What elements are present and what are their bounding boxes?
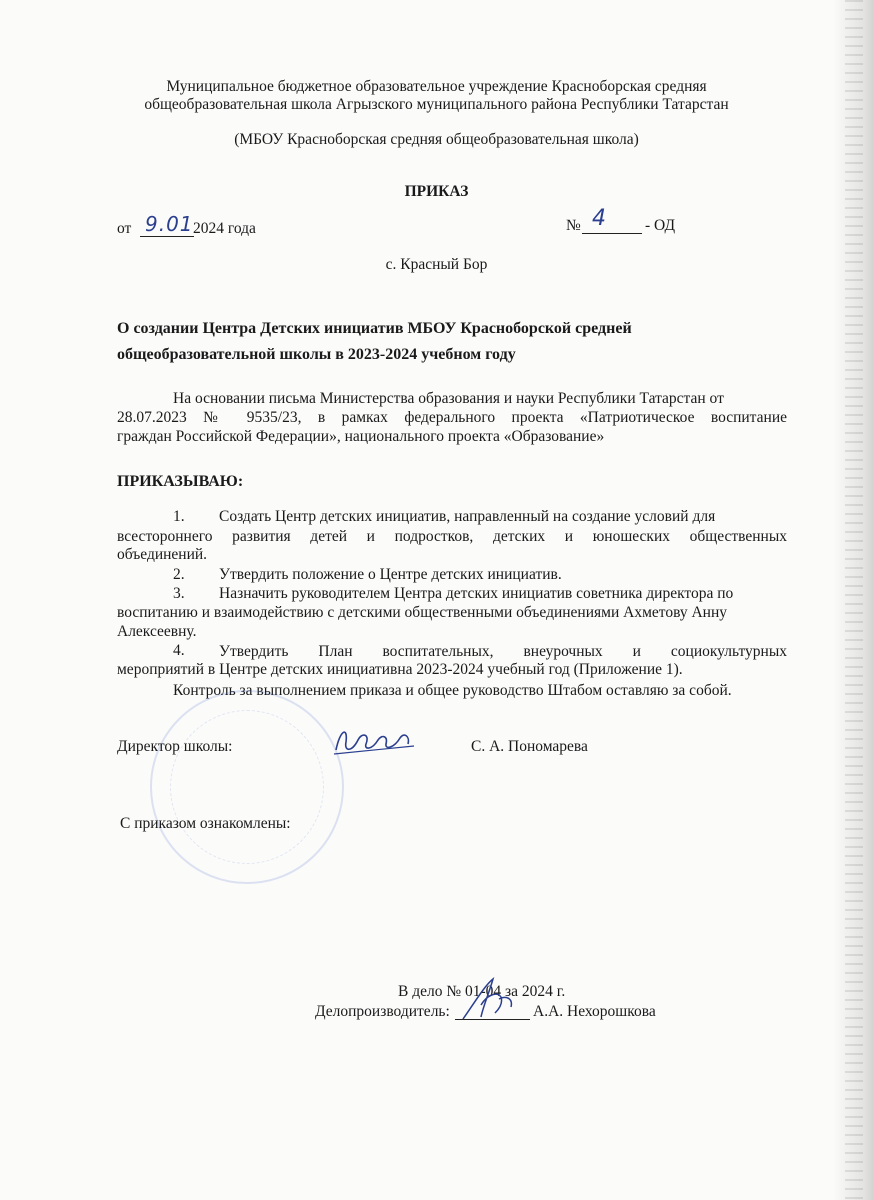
clerk-label: Делопроизводитель: xyxy=(315,1003,450,1020)
item-2-number: 2. xyxy=(173,566,185,583)
acquainted-label: С приказом ознакомлены: xyxy=(120,815,291,832)
item-3-line-2: воспитанию и взаимодействию с детскими общественными объединениями Ахметову Анну xyxy=(117,604,728,621)
item-3-number: 3. xyxy=(173,585,185,602)
scan-noise-edge xyxy=(845,0,863,1200)
date-handwritten: 9.01 xyxy=(145,212,194,236)
number-prefix: № xyxy=(566,217,581,234)
item-1-line-1: Создать Центр детских инициатив, направленный на создание условий для xyxy=(219,508,716,525)
date-suffix: 2024 года xyxy=(193,220,256,237)
date-prefix: от xyxy=(117,220,132,237)
item-3-line-1: Назначить руководителем Центра детских инициатив советника директора по xyxy=(219,585,734,602)
item-1-line-3: объединений. xyxy=(117,546,208,563)
clerk-name: А.А. Нехорошкова xyxy=(533,1003,656,1020)
item-4-line-1: Утвердить План воспитательных, внеурочных и социокультурных xyxy=(219,643,787,660)
place: с. Красный Бор xyxy=(385,256,488,273)
item-4-line-2: мероприятий в Центре детских инициативна 2023-2024 учебный год (Приложение 1). xyxy=(117,661,683,678)
basis-line-1: На основании письма Министерства образования и науки Республики Татарстан от xyxy=(173,390,724,407)
item-4-number: 4. xyxy=(173,642,185,659)
item-2-line-1: Утвердить положение о Центре детских инициатив. xyxy=(219,566,562,583)
number-handwritten: 4 xyxy=(592,206,607,231)
number-underline xyxy=(582,233,642,234)
number-suffix: - ОД xyxy=(645,217,676,234)
clerk-signature xyxy=(455,975,525,1025)
org-name-line-2: общеобразовательная школа Агрызского муниципального района Республики Татарстан xyxy=(144,96,729,113)
director-name: С. А. Пономарева xyxy=(471,738,588,755)
org-name-line-1: Муниципальное бюджетное образовательное учреждение Красноборская средняя xyxy=(166,78,707,95)
item-1-number: 1. xyxy=(173,508,185,525)
item-3-line-3: Алексеевну. xyxy=(117,623,197,640)
director-signature xyxy=(330,722,420,762)
basis-line-2: 28.07.2023 № 9535/23, в рамках федерального проекта «Патриотическое воспитание xyxy=(117,409,787,426)
subject-line-2: общеобразовательной школы в 2023-2024 учебном году xyxy=(117,346,516,363)
filing-line: В дело № 01-04 за 2024 г. xyxy=(398,983,566,1000)
order-title: ПРИКАЗ xyxy=(404,183,469,200)
control-statement: Контроль за выполнением приказа и общее руководство Штабом оставляю за собой. xyxy=(173,682,732,699)
order-word: ПРИКАЗЫВАЮ: xyxy=(117,473,244,490)
director-role: Директор школы: xyxy=(117,738,233,755)
school-stamp xyxy=(150,690,344,884)
org-short-name: (МБОУ Красноборская средняя общеобразовательная школа) xyxy=(234,131,639,148)
date-underline xyxy=(140,236,194,237)
item-1-line-2: всестороннего развития детей и подростков, детских и юношеских общественных xyxy=(117,528,787,545)
subject-line-1: О создании Центра Детских инициатив МБОУ Красноборской средней xyxy=(117,320,632,337)
basis-line-3: граждан Российской Федерации», национального проекта «Образование» xyxy=(117,428,605,445)
